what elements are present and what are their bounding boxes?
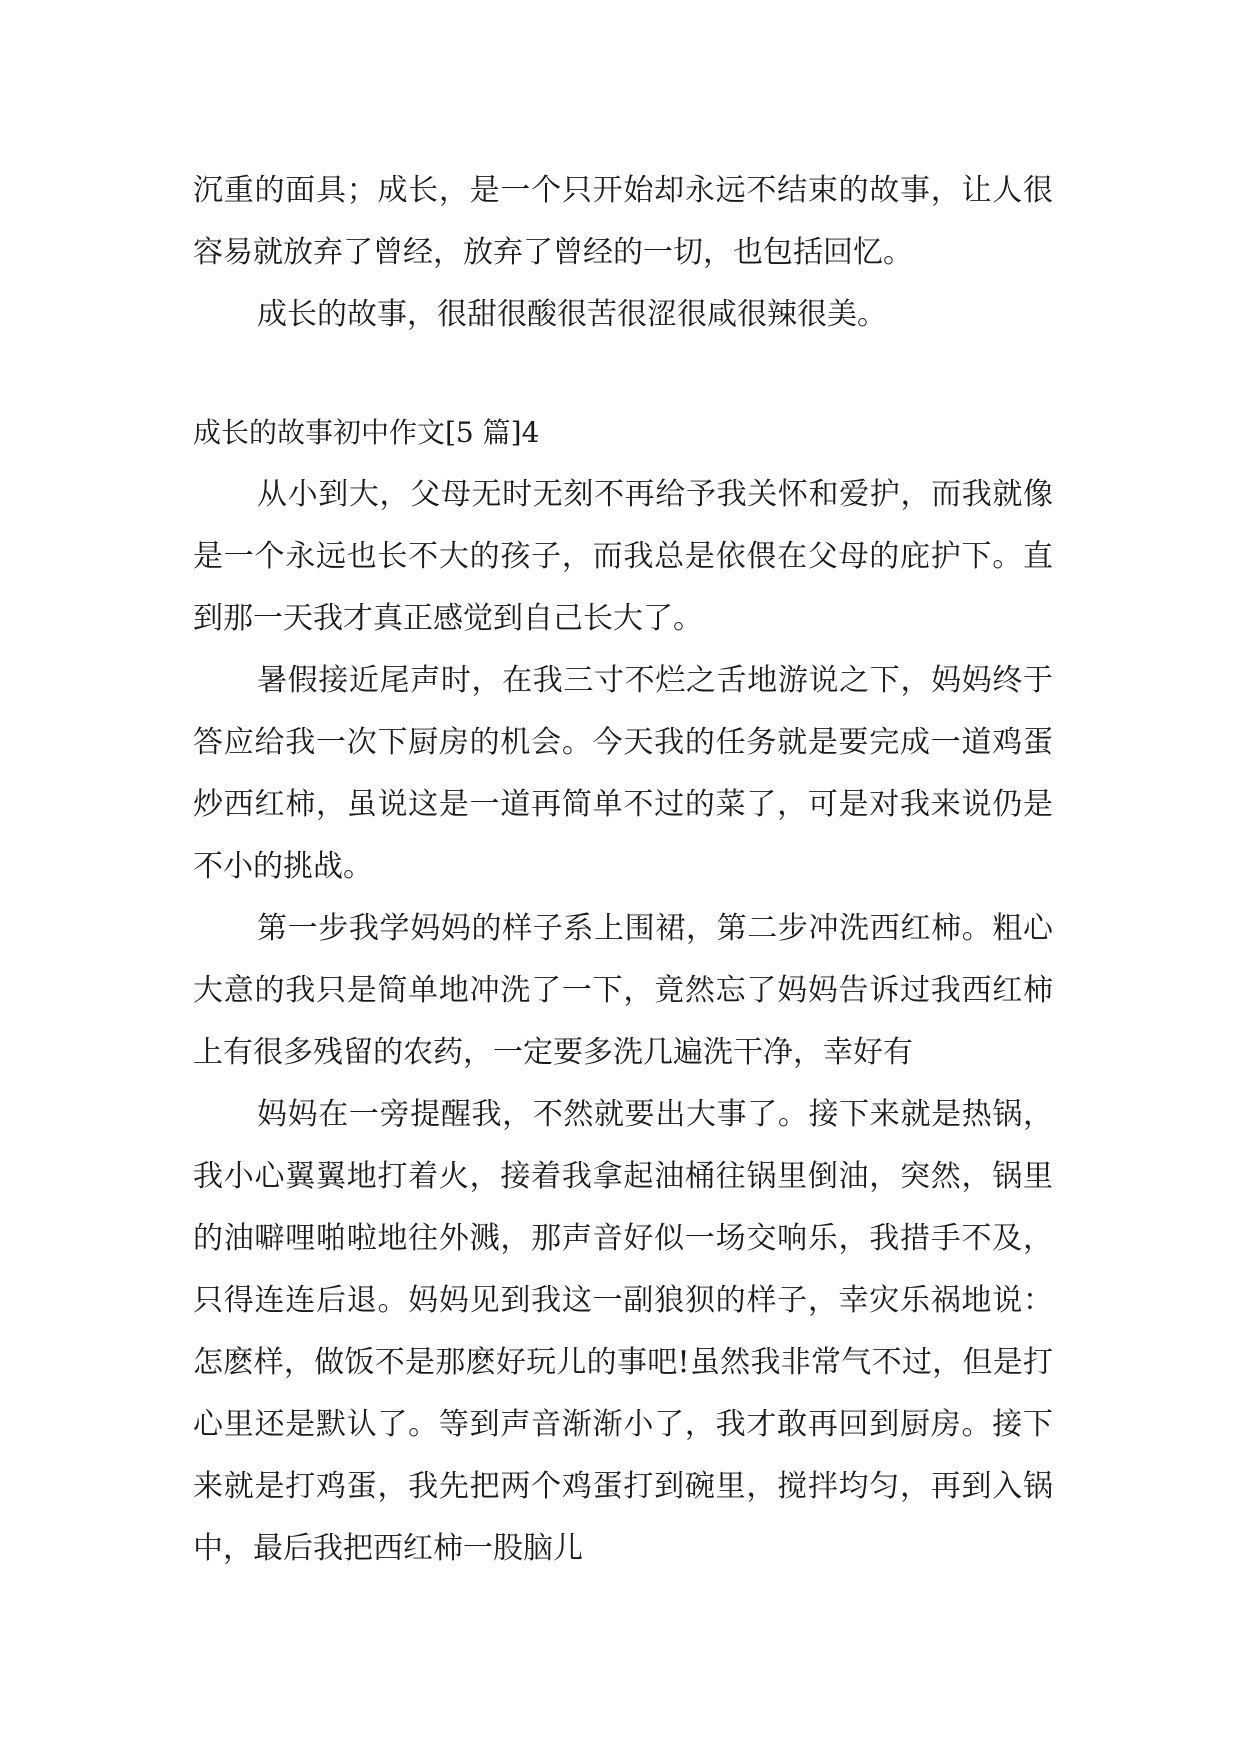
- section-heading: 成长的故事初中作文[5 篇]4: [193, 416, 540, 449]
- paragraph-continuation: 沉重的面具；成长，是一个只开始却永远不结束的故事，让人很容易就放弃了曾经，放弃了曾经的一切，也包括回忆。: [193, 173, 1053, 270]
- paragraph: 暑假接近尾声时，在我三寸不烂之舌地游说之下，妈妈终于答应给我一次下厨房的机会。今天我的任务就是要完成一道鸡蛋炒西红柿，虽说这是一道再简单不过的菜了，可是对我来说仍是不小的挑战。: [193, 663, 1053, 884]
- paragraph: 从小到大，父母无时无刻不再给予我关怀和爱护，而我就像是一个永远也长不大的孩子，而我总是依偎在父母的庇护下。直到那一天我才真正感觉到自己长大了。: [193, 477, 1053, 636]
- paragraph: 第一步我学妈妈的样子系上围裙，第二步冲洗西红柿。粗心大意的我只是简单地冲洗了一下，竟然忘了妈妈告诉过我西红柿上有很多残留的农药，一定要多洗几遍洗干净，幸好有: [193, 911, 1053, 1070]
- section-gap: [193, 346, 1053, 402]
- paragraph-summary: 成长的故事，很甜很酸很苦很涩很咸很辣很美。: [257, 297, 887, 332]
- document-body: [193, 160, 1053, 1580]
- paragraph: 妈妈在一旁提醒我，不然就要出大事了。接下来就是热锅，我小心翼翼地打着火，接着我拿起油桶往锅里倒油，突然，锅里的油噼哩啪啦地往外溅，那声音好似一场交响乐，我措手不及，只得连连后退。妈妈见到我这一副狼狈的样子，幸灾乐祸地说：怎麽样，做饭不是那麽好玩儿的事吧!虽然我非常气不过，但是打心里还是默认了。等到声音渐渐小了，我才敢再回到厨房。接下来就是打鸡蛋，我先把两个鸡蛋打到碗里，搅拌均匀，再到入锅中，最后我把西红柿一股脑儿: [193, 1097, 1053, 1566]
